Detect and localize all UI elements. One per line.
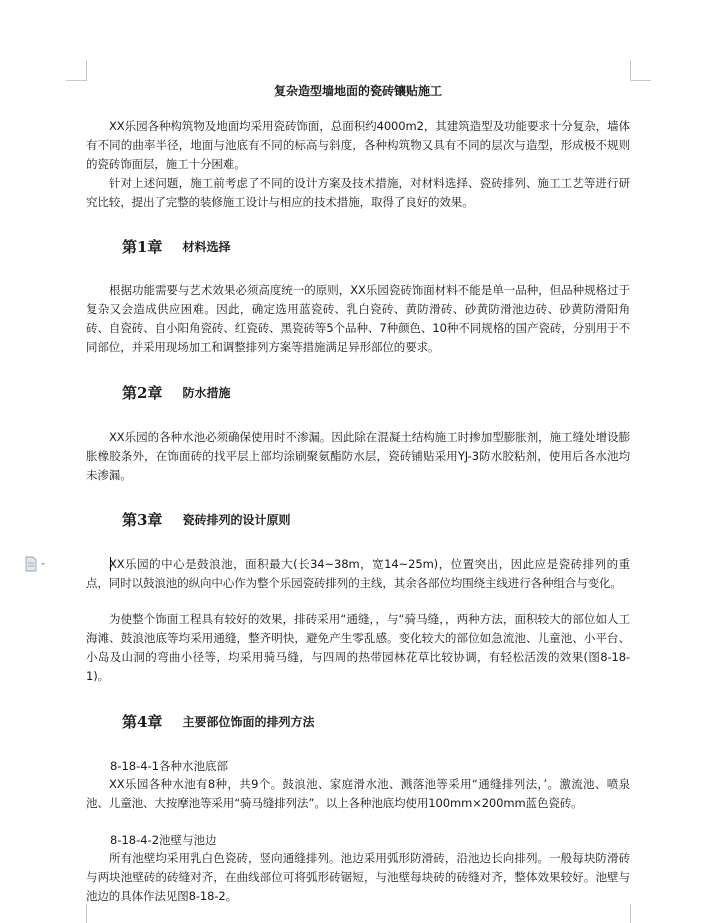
chapter-3-heading[interactable] — [122, 510, 290, 530]
chapter-1-heading[interactable] — [122, 237, 230, 257]
section-4-2-text[interactable]: 所有池壁均采用乳白色瓷砖，竖向通缝排列。池边采用弧形防滑砖，沿池边长向排列。一般每块防滑砖与两块池壁砖的砖缝对齐，在曲线部位可将弧形砖锯短，与池壁每块砖的砖缝对齐，整体效果较好。池壁与池边的具体作法见图8-18-2。 — [86, 851, 630, 903]
chapter-3-paragraph-2[interactable]: 为使整个饰面工程具有较好的效果，排砖采用“通缝，，与“骑马缝，，两种方法，面积较大的部位如人工海滩、鼓浪池底等均采用通缝，整齐明快，避免产生零乱感。变化较大的部位如急流池、儿童池、小平台、小岛及山洞的弯曲小径等，均采用骑马缝，与四周的热带园林花草比较协调，有轻松活泼的效果(图8-18-1)。 — [86, 612, 630, 683]
chapter-3-paragraph-1[interactable]: XX乐园的中心是鼓浪池，面积最大(长34~38m，宽14~25m)，位置突出，因此应是瓷砖排列的重点，同时以鼓浪池的纵向中心作为整个乐园瓷砖排列的主线，其余各部位均围绕主线进行各种组合与变化。 — [86, 557, 630, 590]
intro-paragraph-1[interactable]: XX乐园各种构筑物及地面均采用瓷砖饰面，总面积约4000m2，其建筑造型及功能要求十分复杂，墙体有不同的曲率半径，地面与池底有不同的标高与斜度，各种构筑物又具有不同的层次与造型，形成极不规则的瓷砖饰面层，施工十分困难。 — [86, 119, 630, 171]
crop-mark-bottom-left — [66, 904, 87, 923]
section-heading-4-2[interactable]: 8-18-4-2池壁与池边 — [110, 833, 217, 847]
chapter-title: 主要部位饰面的排列方法 — [182, 715, 315, 729]
crop-mark-top-right — [630, 60, 651, 81]
chapter-2-heading[interactable] — [122, 383, 230, 403]
chapter-title: 材料选择 — [182, 240, 231, 254]
section-4-1-text[interactable]: XX乐园各种水池有8种，共9个。鼓浪池、家庭滑水池、溅落池等采用“通缝排列法，’。激流池、喷泉池、儿童池、大按摩池等采用“骑马缝排列法”。以上各种池底均使用100mm×200mm蓝色瓷砖。 — [86, 777, 630, 810]
chapter-2-paragraph-1[interactable]: XX乐园的各种水池必须确保使用时不渗漏。因此除在混凝土结构施工时掺加型膨胀剂，施工缝处增设膨胀橡胶条外，在饰面砖的找平层上部均涂刷聚氨酯防水层，瓷砖铺贴采用YJ-3防水胶粘剂，使用后各水池均未渗漏。 — [86, 430, 630, 482]
document-title[interactable]: 复杂造型墙地面的瓷砖镶贴施工 — [273, 84, 442, 98]
chapter-number: 第3章 — [122, 511, 163, 529]
chapter-number: 第1章 — [122, 238, 163, 256]
crop-mark-bottom-right — [630, 904, 651, 923]
chapter-title: 瓷砖排列的设计原则 — [182, 513, 291, 527]
section-heading-4-1[interactable]: 8-18-4-1各种水池底部 — [110, 759, 229, 773]
chapter-1-paragraph-1[interactable]: 根据功能需要与艺术效果必须高度统一的原则，XX乐园瓷砖饰面材料不能是单一品种，但品种规格过于复杂又会造成供应困难。因此，确定选用蓝瓷砖、乳白瓷砖、黄防滑砖、砂黄防滑池边砖、砂黄防滑阳角砖、自瓷砖、自小阳角瓷砖、红瓷砖、黑瓷砖等5个品种、7种颜色、10种不同规格的国产瓷砖，分别用于不同部位，并采用现场加工和调整排列方案等措施满足异形部位的要求。 — [86, 283, 630, 354]
chapter-title: 防水措施 — [182, 386, 231, 400]
crop-mark-top-left — [66, 60, 87, 81]
chapter-4-heading[interactable] — [122, 712, 314, 732]
intro-paragraph-2[interactable]: 针对上述问题，施工前考虑了不同的设计方案及技术措施，对材料选择、瓷砖排列、施工工艺等进行研究比较，提出了完整的装修施工设计与相应的技术措施，取得了良好的效果。 — [86, 176, 630, 209]
chapter-number: 第4章 — [122, 713, 163, 731]
document-paragraph-icon[interactable] — [24, 556, 48, 572]
chapter-number: 第2章 — [122, 384, 163, 402]
